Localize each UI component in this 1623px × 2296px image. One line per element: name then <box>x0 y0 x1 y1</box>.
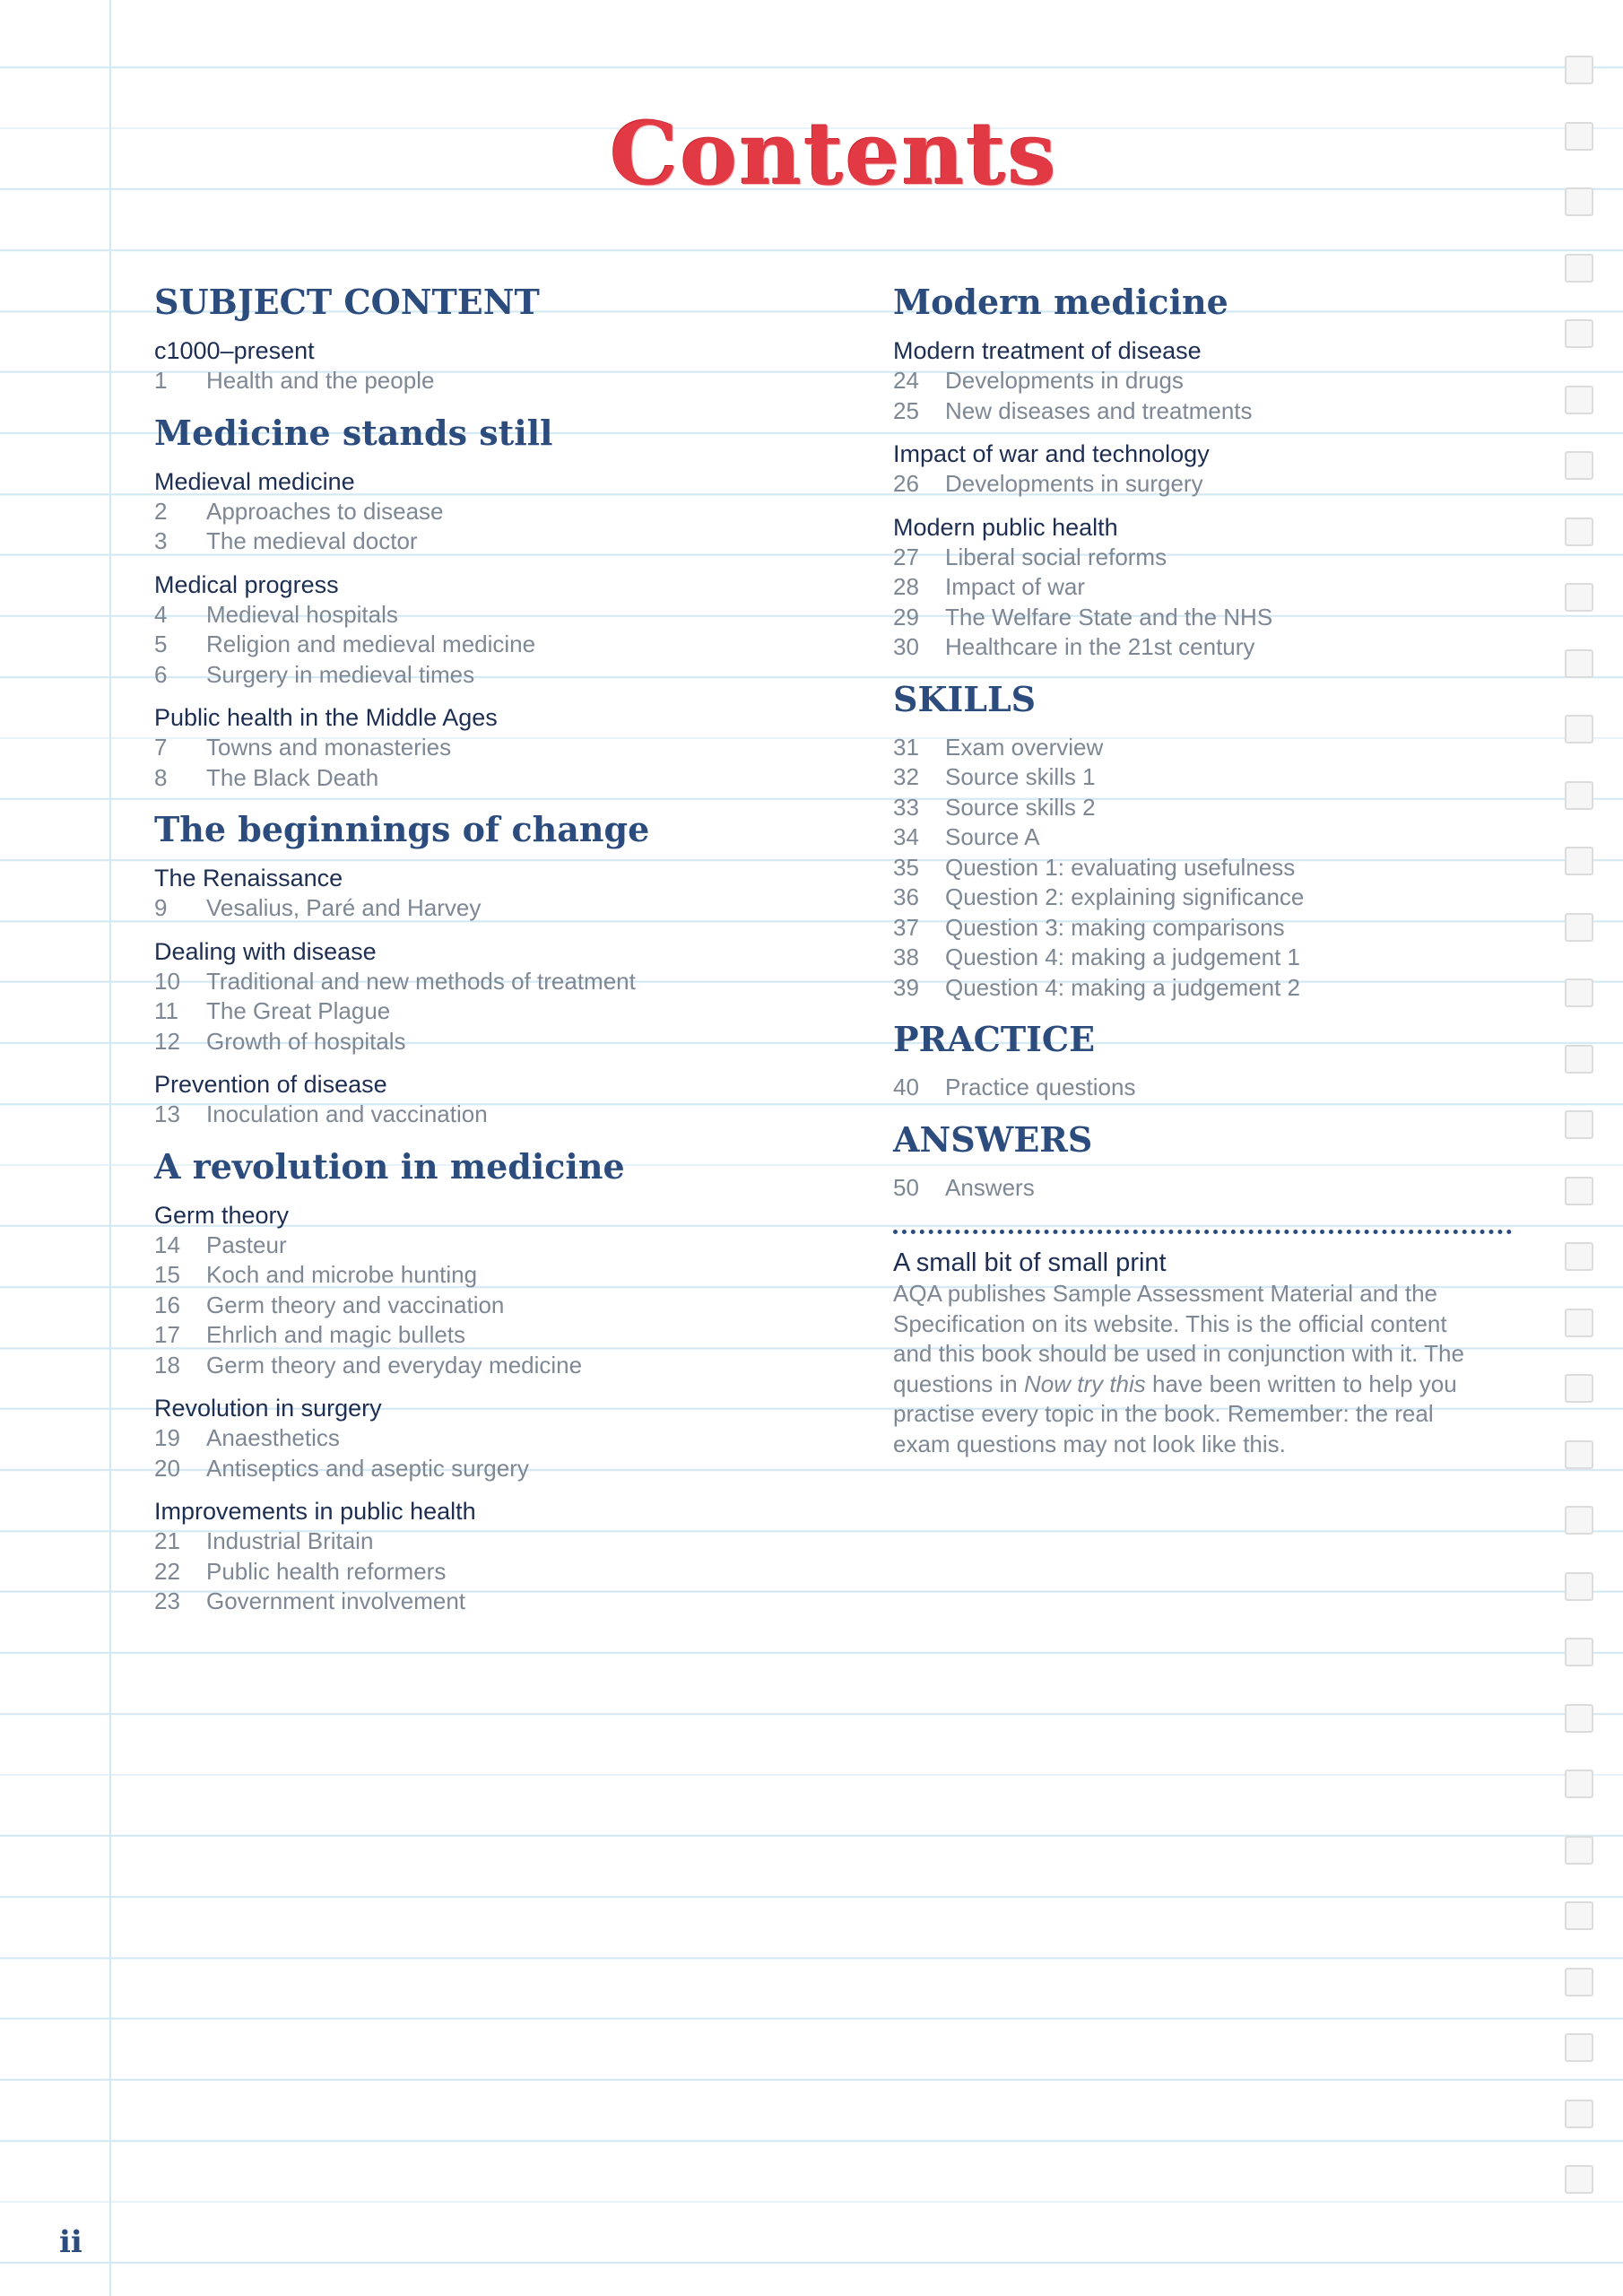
toc-entry <box>893 366 1512 396</box>
section-heading: A revolution in medicine <box>154 1145 625 1187</box>
toc-entry <box>154 893 872 924</box>
toc-entry <box>154 630 872 660</box>
binder-hole <box>1565 254 1593 283</box>
subsection <box>154 335 872 396</box>
toc-entry <box>154 1587 872 1617</box>
topic-title: Exam overview <box>945 733 1104 761</box>
page-title: Contents <box>610 103 1058 204</box>
page-ref-number: 24 <box>893 367 919 394</box>
subsection <box>154 1069 872 1130</box>
topic-title: Growth of hospitals <box>206 1027 406 1055</box>
binder-hole <box>1565 1968 1593 1996</box>
toc-entry <box>893 913 1512 944</box>
topic-title: Towns and monasteries <box>206 734 452 761</box>
small-print-line: questions in Now try this have been written to help you <box>893 1370 1457 1397</box>
small-print-title: A small bit of small print <box>893 1248 1167 1277</box>
section-heading: SUBJECT CONTENT <box>154 282 540 322</box>
contents-section <box>893 282 1512 663</box>
topic-title: Source skills 1 <box>945 763 1096 790</box>
binder-hole <box>1565 2100 1593 2128</box>
page-ref-number: 11 <box>154 997 178 1024</box>
toc-entry <box>154 967 872 997</box>
toc-entry <box>893 943 1512 973</box>
topic-title: Surgery in medieval times <box>206 660 475 688</box>
toc-entry <box>893 793 1512 823</box>
toc-entry <box>893 603 1512 633</box>
binder-hole <box>1565 1309 1593 1337</box>
toc-entry <box>154 1454 872 1484</box>
contents-section <box>154 1145 872 1617</box>
small-print-body <box>893 1279 1512 1459</box>
subsection-heading: Improvements in public health <box>154 1498 476 1525</box>
contents-section <box>893 678 1512 1004</box>
page-ref-number: 27 <box>893 543 919 570</box>
binder-hole <box>1565 1045 1593 1074</box>
binder-hole <box>1565 978 1593 1007</box>
binder-hole <box>1565 1110 1593 1139</box>
topic-title: Inoculation and vaccination <box>206 1100 488 1127</box>
page-ref-number: 6 <box>154 660 168 688</box>
toc-entry <box>154 600 872 631</box>
binder-hole <box>1565 781 1593 810</box>
page-ref-number: 28 <box>893 573 919 600</box>
toc-entry <box>154 1557 872 1587</box>
section-heading: Medicine stands still <box>154 412 553 453</box>
page-ref-number: 12 <box>154 1027 180 1055</box>
topic-title: Government involvement <box>206 1587 466 1614</box>
page-ref-number: 50 <box>893 1173 919 1201</box>
topic-title: Public health reformers <box>206 1557 447 1585</box>
subsection <box>154 863 872 924</box>
topic-title: Source skills 2 <box>945 793 1096 821</box>
page-ref-number: 14 <box>154 1231 180 1258</box>
page-ref-number: 16 <box>154 1291 180 1318</box>
topic-title: New diseases and treatments <box>945 396 1253 424</box>
toc-entry <box>154 1526 872 1557</box>
subsection <box>154 466 872 557</box>
binder-hole <box>1565 649 1593 678</box>
subsection-heading: Medieval medicine <box>154 467 355 495</box>
page-ref-number: 18 <box>154 1351 180 1378</box>
page-ref-number: 4 <box>154 600 168 628</box>
topic-title: Koch and microbe hunting <box>206 1261 478 1288</box>
page-ref-number: 38 <box>893 944 919 970</box>
topic-title: The Great Plague <box>206 997 391 1024</box>
page-ref-number: 1 <box>154 367 168 394</box>
topic-title: Vesalius, Paré and Harvey <box>206 894 482 921</box>
toc-entry <box>154 1351 872 1381</box>
small-print-box <box>893 1247 1512 1459</box>
toc-entry <box>893 543 1512 573</box>
contents-right-column <box>893 282 1512 1459</box>
binder-hole <box>1565 1901 1593 1930</box>
topic-title: Question 1: evaluating usefulness <box>945 853 1296 881</box>
topic-title: Impact of war <box>945 573 1086 600</box>
small-print-line: AQA publishes Sample Assessment Material and the <box>893 1280 1437 1307</box>
binder-hole <box>1565 1704 1593 1733</box>
subsection <box>893 733 1512 1004</box>
subsection <box>154 1496 872 1617</box>
page-ref-number: 31 <box>893 733 919 761</box>
page-ref-number: 34 <box>893 823 919 850</box>
page-ref-number: 9 <box>154 894 168 921</box>
topic-title: Answers <box>945 1173 1035 1201</box>
page-ref-number: 25 <box>893 396 919 424</box>
page-ref-number: 37 <box>893 913 919 941</box>
topic-title: Question 4: making a judgement 1 <box>945 944 1301 970</box>
topic-title: Question 4: making a judgement 2 <box>945 973 1301 1001</box>
toc-entry <box>154 660 872 691</box>
page-ref-number: 8 <box>154 763 168 791</box>
page-ref-number: 36 <box>893 883 919 910</box>
page-ref-number: 19 <box>154 1424 180 1451</box>
binder-hole <box>1565 2033 1593 2062</box>
topic-title: Source A <box>945 823 1040 850</box>
topic-title: Traditional and new methods of treatment <box>206 967 636 995</box>
page-ref-number: 3 <box>154 527 168 554</box>
topic-title: Practice questions <box>945 1074 1136 1100</box>
binder-hole <box>1565 2165 1593 2194</box>
subsection-heading: c1000–present <box>154 337 315 364</box>
topic-title: Religion and medieval medicine <box>206 631 536 657</box>
binder-hole <box>1565 715 1593 744</box>
toc-entry <box>893 396 1512 427</box>
notebook-margin-line <box>109 0 111 2296</box>
binder-holes <box>1565 0 1601 2296</box>
page-ref-number: 29 <box>893 603 919 631</box>
topic-title: Ehrlich and magic bullets <box>206 1321 466 1348</box>
subsection-heading: The Renaissance <box>154 865 343 891</box>
topic-title: Approaches to disease <box>206 497 444 525</box>
toc-entry <box>154 996 872 1027</box>
toc-entry <box>154 1423 872 1454</box>
toc-entry <box>154 366 872 396</box>
binder-hole <box>1565 1770 1593 1798</box>
subsection <box>893 1173 1512 1204</box>
page-ref-number: 13 <box>154 1100 180 1127</box>
binder-hole <box>1565 386 1593 414</box>
toc-entry <box>154 733 872 763</box>
toc-entry <box>893 572 1512 603</box>
binder-hole <box>1565 913 1593 942</box>
subsection <box>154 1200 872 1381</box>
toc-entry <box>154 1231 872 1261</box>
toc-entry <box>893 883 1512 913</box>
dotted-divider <box>893 1230 1512 1234</box>
toc-entry <box>893 762 1512 793</box>
toc-entry <box>154 497 872 527</box>
page-ref-number: 35 <box>893 853 919 881</box>
page-ref-number: 10 <box>154 967 180 995</box>
page-ref-number: 15 <box>154 1261 180 1288</box>
subsection-heading: Medical progress <box>154 570 339 598</box>
subsection-heading: Modern treatment of disease <box>893 337 1202 364</box>
page-ref-number: 5 <box>154 631 168 657</box>
topic-title: Developments in drugs <box>945 367 1184 394</box>
topic-title: Liberal social reforms <box>945 543 1167 570</box>
toc-entry <box>154 526 872 557</box>
contents-section <box>154 809 872 1130</box>
topic-title: Health and the people <box>206 367 435 394</box>
page-ref-number: 20 <box>154 1454 180 1482</box>
section-heading: PRACTICE <box>893 1019 1096 1059</box>
binder-hole <box>1565 517 1593 546</box>
binder-hole <box>1565 319 1593 348</box>
topic-title: Healthcare in the 21st century <box>945 633 1255 660</box>
topic-title: Anaesthetics <box>206 1424 340 1451</box>
binder-hole <box>1565 1374 1593 1403</box>
binder-hole <box>1565 583 1593 612</box>
binder-hole <box>1565 451 1593 480</box>
subsection <box>893 335 1512 426</box>
subsection-heading: Impact of war and technology <box>893 440 1210 467</box>
page-ref-number: 26 <box>893 470 919 497</box>
toc-entry <box>154 1320 872 1351</box>
binder-hole <box>1565 1242 1593 1271</box>
subsection <box>893 1073 1512 1103</box>
binder-hole <box>1565 1836 1593 1865</box>
topic-title: Question 2: explaining significance <box>945 883 1305 910</box>
topic-title: Industrial Britain <box>206 1527 374 1554</box>
toc-entry <box>154 763 872 794</box>
toc-entry <box>893 822 1512 853</box>
page-ref-number: 2 <box>154 497 168 525</box>
page-ref-number: 39 <box>893 973 919 1001</box>
page-ref-number: 30 <box>893 633 919 660</box>
topic-title: The Black Death <box>206 763 379 791</box>
small-print-line: Specification on its website. This is the official content <box>893 1309 1447 1337</box>
topic-title: Developments in surgery <box>945 470 1203 497</box>
page-ref-number: 23 <box>154 1587 180 1614</box>
contents-left-column <box>154 282 872 1637</box>
contents-section <box>893 1019 1512 1103</box>
topic-title: The Welfare State and the NHS <box>945 603 1273 631</box>
topic-title: The medieval doctor <box>206 527 418 554</box>
toc-entry <box>893 973 1512 1004</box>
subsection-heading: Germ theory <box>154 1201 290 1229</box>
toc-entry <box>893 733 1512 763</box>
section-heading: SKILLS <box>893 678 1037 719</box>
contents-section <box>154 412 872 794</box>
binder-hole <box>1565 1572 1593 1601</box>
topic-title: Germ theory and everyday medicine <box>206 1351 583 1378</box>
topic-title: Question 3: making comparisons <box>945 913 1285 941</box>
small-print-line: practise every topic in the book. Remember: the real <box>893 1400 1434 1427</box>
toc-entry <box>893 1173 1512 1204</box>
page-number: ii <box>59 2224 82 2260</box>
topic-title: Pasteur <box>206 1231 287 1258</box>
binder-hole <box>1565 56 1593 84</box>
subsection-heading: Dealing with disease <box>154 937 377 965</box>
page-ref-number: 17 <box>154 1321 180 1348</box>
toc-entry <box>893 853 1512 883</box>
subsection-heading: Public health in the Middle Ages <box>154 704 498 731</box>
toc-entry <box>154 1100 872 1130</box>
toc-entry <box>154 1260 872 1291</box>
topic-title: Germ theory and vaccination <box>206 1291 505 1318</box>
section-heading: Modern medicine <box>893 282 1228 322</box>
section-heading: ANSWERS <box>893 1118 1093 1160</box>
page-ref-number: 21 <box>154 1527 180 1554</box>
subsection-heading: Prevention of disease <box>154 1071 387 1098</box>
binder-hole <box>1565 1440 1593 1469</box>
contents-section <box>893 1118 1512 1204</box>
page-ref-number: 22 <box>154 1557 180 1585</box>
page-ref-number: 32 <box>893 763 919 790</box>
subsection <box>893 439 1512 500</box>
contents-section <box>154 282 872 396</box>
small-print-line: exam questions may not look like this. <box>893 1430 1286 1457</box>
section-heading: The beginnings of change <box>154 809 650 849</box>
binder-hole <box>1565 1506 1593 1535</box>
binder-hole <box>1565 1638 1593 1666</box>
toc-entry <box>893 469 1512 500</box>
subsection <box>893 512 1512 663</box>
binder-hole <box>1565 1177 1593 1205</box>
page-ref-number: 40 <box>893 1074 919 1100</box>
topic-title: Medieval hospitals <box>206 600 398 628</box>
small-print-line: and this book should be used in conjunction with it. The <box>893 1340 1464 1367</box>
toc-entry <box>154 1291 872 1321</box>
subsection <box>154 936 872 1057</box>
subsection <box>154 702 872 793</box>
subsection-heading: Modern public health <box>893 513 1118 541</box>
toc-entry <box>893 632 1512 663</box>
toc-entry <box>154 1027 872 1057</box>
toc-entry <box>893 1073 1512 1103</box>
page-ref-number: 33 <box>893 793 919 821</box>
topic-title: Antiseptics and aseptic surgery <box>206 1454 529 1482</box>
subsection-heading: Revolution in surgery <box>154 1395 382 1422</box>
subsection <box>154 570 872 691</box>
page-ref-number: 7 <box>154 734 168 761</box>
subsection <box>154 1393 872 1483</box>
binder-hole <box>1565 847 1593 875</box>
